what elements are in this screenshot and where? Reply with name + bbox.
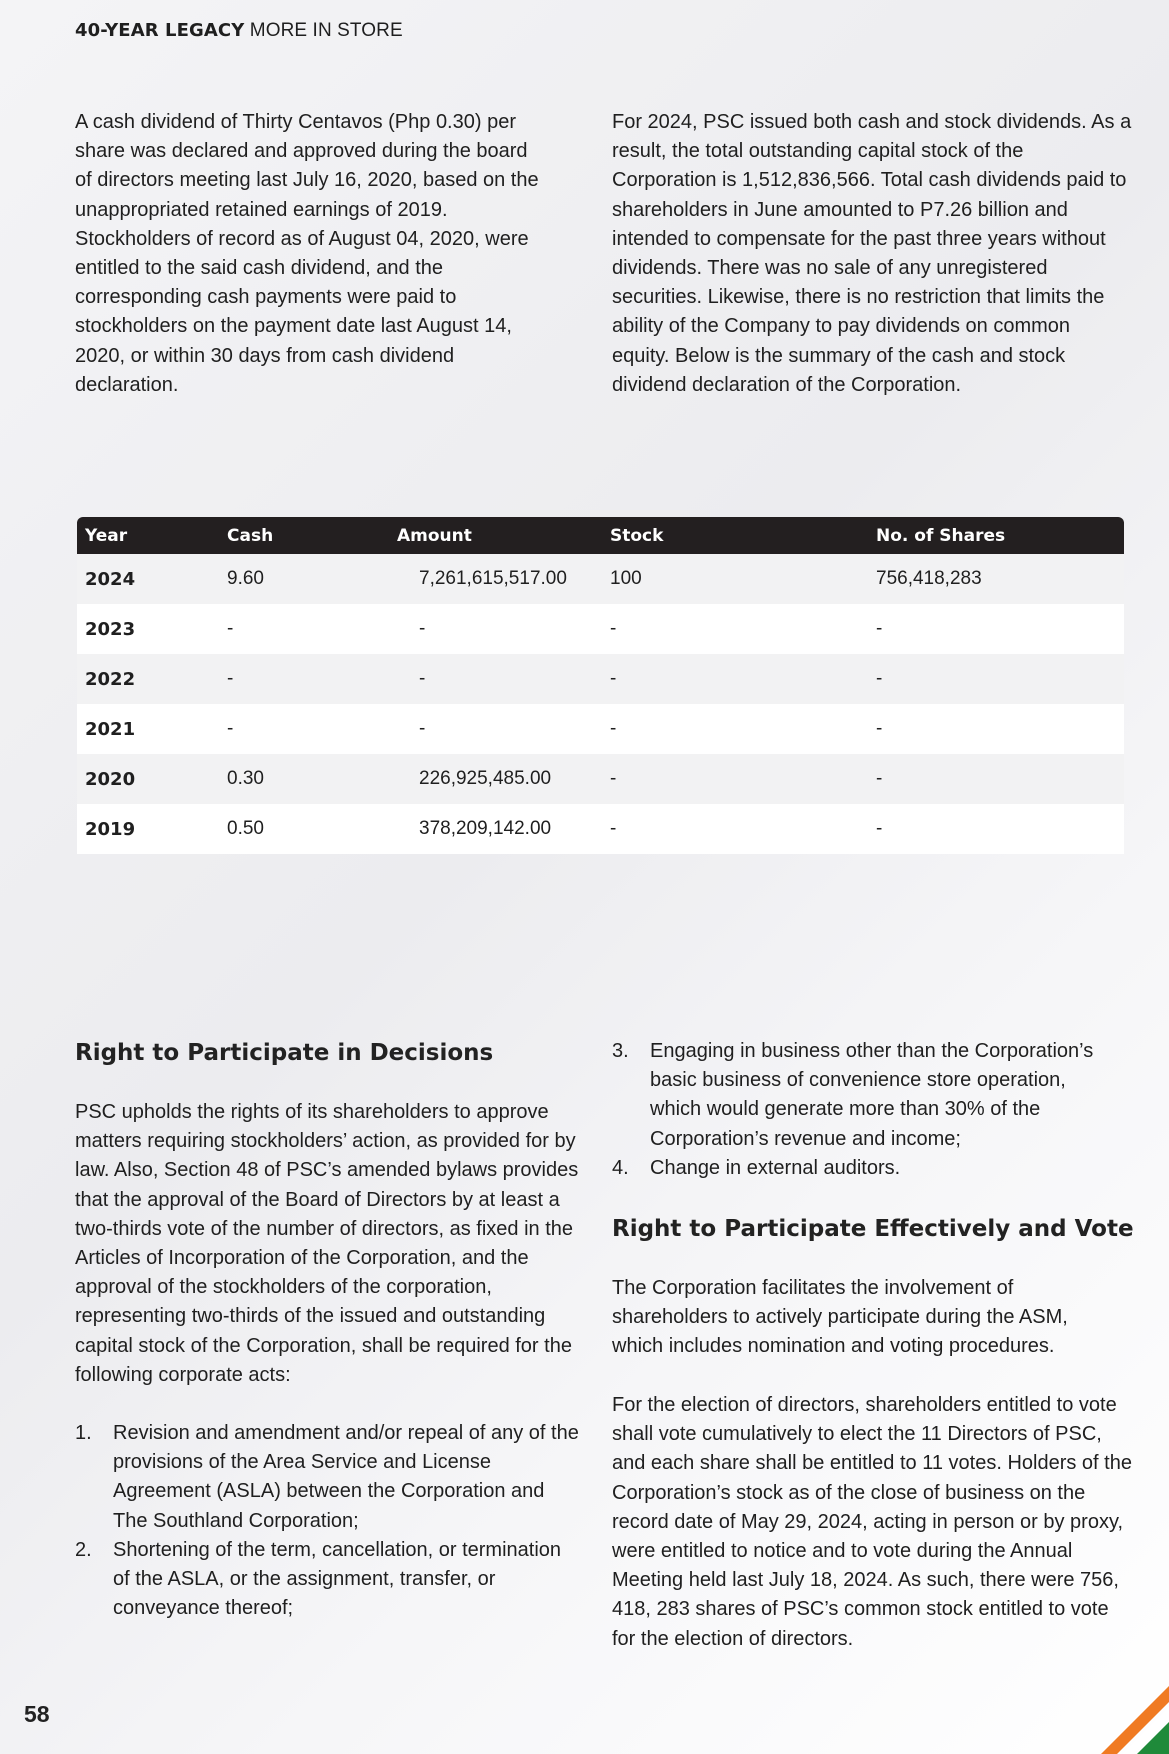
cell-shares: - <box>876 754 1124 804</box>
cell-shares: - <box>876 654 1124 704</box>
cell-cash: - <box>227 704 397 754</box>
cell-shares: - <box>876 604 1124 654</box>
corporate-acts-list-left <box>75 1419 580 1623</box>
list-item-text: Engaging in business other than the Corporation’s basic business of convenience store operation, which would generate more than 30% of the Corporation’s revenue and income; <box>650 1040 1094 1150</box>
list-item <box>75 1419 580 1536</box>
col-header-amount: Amount <box>397 517 610 554</box>
section-decisions-body: PSC upholds the rights of its shareholders to approve matters requiring stockholders’ action, as provided for by law. Also, Section 48 of PSC’s amended bylaws provides that the approval of the Board of Directors by at least a two-thirds vote of the number of directors, as fixed in the Articles of Incorporation of the Corporation, and the approval of the stockholders of the corporation, representing two-thirds of the issued and outstanding capital stock of the Corporation, shall be required for the following corporate acts: <box>75 1101 579 1386</box>
cell-stock: - <box>610 604 876 654</box>
header-tagline: MORE IN STORE <box>249 20 403 41</box>
table-row <box>77 554 1124 604</box>
cell-year: 2022 <box>77 654 227 704</box>
col-header-year: Year <box>77 517 227 554</box>
cell-amount: - <box>397 654 610 704</box>
cell-stock: - <box>610 804 876 854</box>
list-item <box>612 1154 1122 1183</box>
cell-year: 2021 <box>77 704 227 754</box>
col-header-stock: Stock <box>610 517 876 554</box>
cell-year: 2019 <box>77 804 227 854</box>
cell-stock: - <box>610 654 876 704</box>
section-vote-para1: The Corporation facilitates the involvement of shareholders to actively participate during the ASM, which includes nomination and voting procedures. <box>612 1277 1068 1358</box>
cell-shares: 756,418,283 <box>876 554 1124 604</box>
cell-shares: - <box>876 704 1124 754</box>
dividend-table <box>77 517 1124 854</box>
list-item-text: Revision and amendment and/or repeal of any of the provisions of the Area Service and License Agreement (ASLA) between the Corporation and The Southland Corporation; <box>113 1422 579 1532</box>
list-item-number: 1. <box>75 1422 92 1444</box>
page-number: 58 <box>24 1701 50 1727</box>
cell-cash: 0.30 <box>227 754 397 804</box>
section-decisions-title: Right to Participate in Decisions <box>75 1040 494 1066</box>
section-vote-title: Right to Participate Effectively and Vote <box>612 1216 1134 1242</box>
list-item <box>75 1536 580 1624</box>
cell-amount: - <box>397 704 610 754</box>
running-header <box>75 20 403 42</box>
list-item-text: Change in external auditors. <box>650 1156 901 1179</box>
cell-stock: - <box>610 704 876 754</box>
list-item <box>612 1037 1122 1154</box>
cell-cash: - <box>227 654 397 704</box>
cell-shares: - <box>876 804 1124 854</box>
cell-stock: - <box>610 754 876 804</box>
table-row <box>77 604 1124 654</box>
cell-amount: 7,261,615,517.00 <box>397 554 610 604</box>
col-header-shares: No. of Shares <box>876 517 1124 554</box>
section-vote-para2: For the election of directors, shareholders entitled to vote shall vote cumulatively to elect the 11 Directors of PSC, and each share shall be entitled to 11 votes. Holders of the Corporation’s stock as of the close of business on the record date of May 29, 2024, acting in person or by proxy, were entitled to notice and to vote during the Annual Meeting held last July 18, 2024. As such, there were 756, 418, 283 shares of PSC’s common stock entitled to vote for the election of directors. <box>612 1394 1132 1650</box>
cell-amount: 226,925,485.00 <box>397 754 610 804</box>
list-item-text: Shortening of the term, cancellation, or termination of the ASLA, or the assignment, transfer, or conveyance thereof; <box>113 1538 562 1620</box>
cell-stock: 100 <box>610 554 876 604</box>
col-header-cash: Cash <box>227 517 397 554</box>
list-item-number: 3. <box>612 1040 629 1062</box>
table-header-row <box>77 517 1124 554</box>
table-row <box>77 804 1124 854</box>
list-item-number: 2. <box>75 1538 92 1561</box>
table-row <box>77 704 1124 754</box>
corporate-acts-list-right <box>612 1037 1122 1183</box>
list-item-number: 4. <box>612 1156 629 1179</box>
table-row <box>77 654 1124 704</box>
table-row <box>77 754 1124 804</box>
cell-cash: 9.60 <box>227 554 397 604</box>
cell-cash: 0.50 <box>227 804 397 854</box>
cell-year: 2023 <box>77 604 227 654</box>
intro-left-paragraph: A cash dividend of Thirty Centavos (Php 0.30) per share was declared and approved during the board of directors meeting last July 16, 2020, based on the unappropriated retained earnings of 2019. Stockholders of record as of August 04, 2020, were entitled to the said cash dividend, and the corresponding cash payments were paid to stockholders on the payment date last August 14, 2020, or within 30 days from cash dividend declaration. <box>75 111 539 396</box>
cell-amount: 378,209,142.00 <box>397 804 610 854</box>
cell-cash: - <box>227 604 397 654</box>
header-legacy: 40-YEAR LEGACY <box>75 20 245 41</box>
cell-year: 2024 <box>77 554 227 604</box>
cell-amount: - <box>397 604 610 654</box>
intro-right-paragraph: For 2024, PSC issued both cash and stock dividends. As a result, the total outstanding capital stock of the Corporation is 1,512,836,566. Total cash dividends paid to shareholders in June amounted to P7.26 billion and intended to compensate for the past three years without dividends. There was no sale of any unregistered securities. Likewise, there is no restriction that limits the ability of the Company to pay dividends on common equity. Below is the summary of the cash and stock dividend declaration of the Corporation. <box>612 111 1132 396</box>
cell-year: 2020 <box>77 754 227 804</box>
corner-accent-stripes <box>1099 1684 1169 1754</box>
